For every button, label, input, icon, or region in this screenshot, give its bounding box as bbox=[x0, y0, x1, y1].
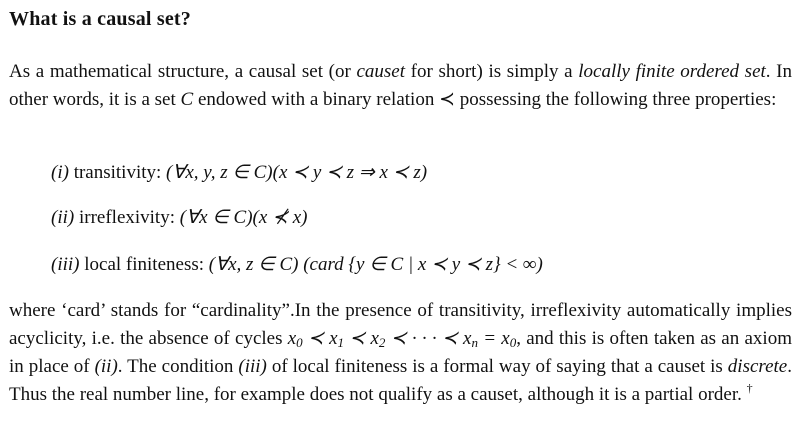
property-number: (i) bbox=[51, 162, 69, 183]
property-formula: (∀x, z ∈ C) (card {y ∈ C | x ≺ y ≺ z} < ∞) bbox=[208, 254, 543, 275]
body-text: , and this is often taken as an axiom in place of bbox=[9, 328, 792, 377]
property-number: (iii) bbox=[51, 254, 80, 275]
cycle-part: = x bbox=[477, 328, 510, 349]
subscript: 2 bbox=[378, 335, 386, 350]
explanation-paragraph bbox=[9, 297, 792, 409]
cycle-part: ≺ · · · ≺ x bbox=[385, 328, 472, 349]
intro-text: As a mathematical structure, a causal set (or bbox=[9, 61, 357, 82]
cycle-part: x bbox=[287, 328, 297, 349]
subscript: 0 bbox=[296, 335, 303, 350]
property-irreflexivity bbox=[51, 206, 308, 229]
body-text: . Thus the real number line, for example does not qualify as a causet, although it is a partial order. bbox=[9, 356, 792, 405]
intro-text: . In other words, it is a set bbox=[9, 61, 793, 110]
property-local-finiteness bbox=[51, 253, 543, 276]
cycle-part: ≺ x bbox=[344, 328, 379, 349]
subscript: n bbox=[471, 335, 478, 350]
body-text: where ‘card’ stands for “cardinality”.In the presence of transitivity, irreflexivity automatically implies acyclicity, i.e. the absence of cycles bbox=[9, 300, 792, 349]
intro-text: endowed with a binary relation ≺ possessing the following three properties: bbox=[193, 89, 777, 110]
section-heading: What is a causal set? bbox=[9, 8, 191, 30]
subscript: 1 bbox=[337, 335, 345, 350]
cycle-formula bbox=[288, 328, 516, 349]
cycle-part: ≺ x bbox=[302, 328, 338, 349]
property-label: irreflexivity: bbox=[74, 207, 180, 228]
property-label: local finiteness: bbox=[79, 254, 209, 275]
causet-term: causet bbox=[356, 61, 406, 82]
body-text: of local finiteness is a formal way of saying that a causet is bbox=[266, 356, 728, 377]
property-number: (ii) bbox=[51, 207, 75, 228]
set-symbol: C bbox=[180, 89, 194, 110]
property-label: transitivity: bbox=[68, 162, 167, 183]
property-transitivity bbox=[51, 161, 427, 184]
footnote-dagger[interactable]: † bbox=[746, 381, 753, 395]
discrete-term: discrete bbox=[727, 356, 788, 377]
property-reference: (ii) bbox=[94, 356, 118, 377]
body-text: . The condition bbox=[117, 356, 239, 377]
intro-text: for short) is simply a bbox=[405, 61, 579, 82]
property-formula: (∀x ∈ C)(x ⊀ x) bbox=[179, 207, 308, 228]
locally-finite-ordered-set-term: locally finite ordered set bbox=[578, 61, 766, 82]
subscript: 0 bbox=[509, 335, 517, 350]
property-formula: (∀x, y, z ∈ C)(x ≺ y ≺ z ⇒ x ≺ z) bbox=[166, 162, 428, 183]
intro-paragraph bbox=[9, 58, 792, 114]
property-reference: (iii) bbox=[238, 356, 267, 377]
